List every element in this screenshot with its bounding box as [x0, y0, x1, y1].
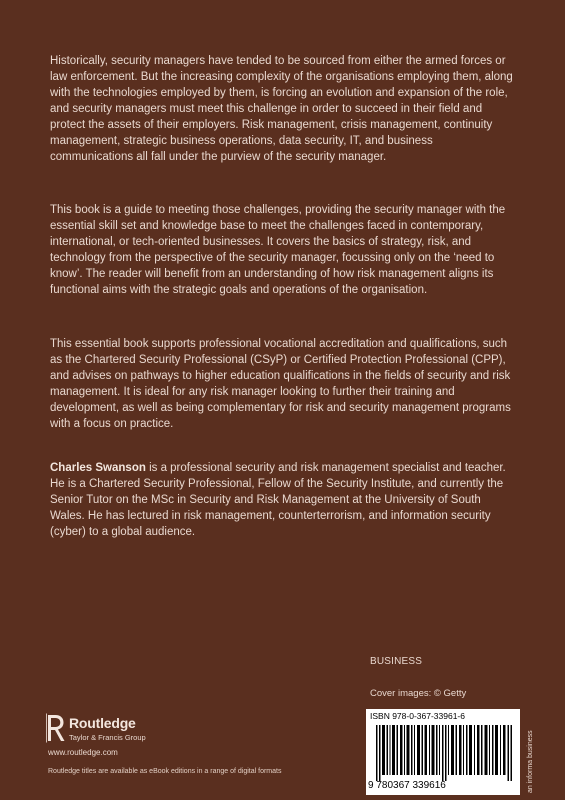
blurb-paragraph-1: Historically, security managers have tended to be sourced from either the armed forces or law enforcement. But the increasing complexity of the organisations employing them, along with the technologies employed by them, is forcing an evolution and expansion of the role, and security managers must meet this challenge in order to succeed in their field and protect the assets of their employers. Risk management, crisis management, continuity management, strategic business operations, data security, IT, and business communications all fall under the purview of the security manager. — [50, 55, 513, 163]
isbn-barcode — [366, 709, 520, 795]
barcode-bars-icon — [376, 725, 514, 781]
ebook-availability-note: Routledge titles are available as eBook editions in a range of digital formats — [48, 768, 282, 775]
informa-business-tag — [527, 713, 537, 793]
publisher-group: Taylor & Francis Group — [69, 733, 146, 742]
publisher-name: Routledge — [69, 715, 136, 731]
isbn-label: ISBN 978-0-367-33961-6 — [370, 711, 465, 721]
cover-image-credit: Cover images: © Getty — [370, 688, 467, 699]
barcode-digits: 9 780367 339616 — [368, 780, 446, 791]
blurb-paragraph-3: This essential book supports professional vocational accreditation and qualifications, such as the Chartered Security Professional (CSyP) or Certified Protection Professional (CPP), and advises on pathways to higher education qualifications in the fields of security and risk management. It is ideal for any risk manager looking to further their training and development, as well as being complementary for risk and security management programs with a focus on practice. — [50, 338, 511, 430]
blurb-paragraph-2: This book is a guide to meeting those challenges, providing the security manager with the essential skill set and knowledge base to meet the challenges faced in contemporary, international, or tech-oriented businesses. It covers the basics of strategy, risk, and technology from the perspective of the security manager, focussing only on the ‘need to know’. The reader will benefit from an understanding of how risk management aligns its functional aims with the strategic goals and operations of the organisation. — [50, 204, 506, 296]
author-bio-text: is a professional security and risk management specialist and teacher. He is a Chartered Security Professional, Fellow of the Security Institute, and currently the Senior Tutor on the MSc in Security and Risk Management at the University of South Wales. He has lectured in risk management, counterterrorism, and information security (cyber) to a global audience. — [50, 462, 506, 538]
subject-category: BUSINESS — [370, 656, 423, 667]
publisher-website: www.routledge.com — [48, 748, 118, 757]
author-bio-paragraph — [50, 460, 518, 540]
routledge-r-logo-icon — [46, 713, 66, 743]
informa-business-label: an informa business — [527, 730, 534, 793]
author-name: Charles Swanson — [50, 462, 146, 474]
